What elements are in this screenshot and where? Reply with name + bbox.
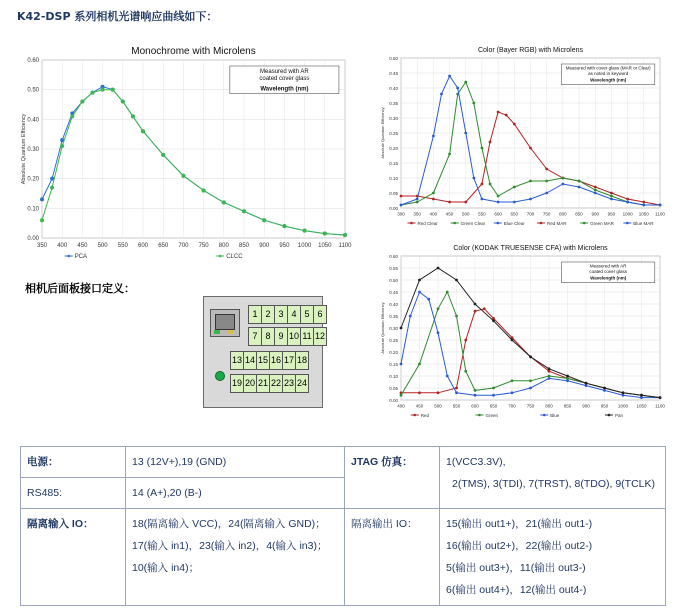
led-green-icon	[214, 330, 220, 334]
chart-title: Monochrome with Microlens	[131, 46, 256, 57]
x-tick-label: 900	[259, 243, 270, 249]
data-point	[529, 180, 532, 183]
data-point	[464, 201, 467, 204]
data-point	[437, 331, 440, 334]
jtag-label: JTAG 仿真：	[345, 447, 440, 509]
data-point	[343, 233, 347, 237]
connector-pin: 18	[295, 351, 309, 370]
x-tick-label: 400	[429, 211, 438, 217]
data-point	[400, 327, 403, 330]
legend-label: Pan	[614, 413, 623, 418]
data-point	[497, 201, 500, 204]
y-axis-label: Absolute Quantum Efficiency	[21, 113, 27, 185]
y-tick-label: 0.00	[389, 206, 398, 211]
x-tick-label: 1000	[617, 403, 629, 409]
data-point	[594, 186, 597, 189]
data-point	[448, 201, 451, 204]
legend-label: Green Clear	[460, 221, 486, 226]
x-tick-label: 350	[413, 211, 421, 217]
x-tick-label: 1100	[338, 243, 352, 249]
y-tick-label: 0.30	[27, 147, 39, 153]
y-tick-label: 0.40	[389, 302, 398, 307]
data-point	[548, 375, 551, 378]
isolated-input-line: 17(输入 in1)，23(输入 in2)，4(输入 in3)；	[132, 540, 328, 552]
y-tick-label: 0.20	[27, 176, 39, 183]
y-tick-label: 0.10	[389, 176, 398, 181]
annotation-text: as noted in keyword	[588, 71, 629, 76]
x-tick-label: 950	[600, 403, 609, 409]
jtag-line: 1(VCC3.3V),	[446, 456, 506, 468]
data-point	[432, 135, 435, 138]
data-point	[545, 168, 548, 171]
x-tick-label: 350	[36, 243, 48, 249]
y-tick-label: 0.45	[389, 71, 398, 76]
data-point	[202, 189, 206, 193]
y-tick-label: 0.40	[27, 117, 39, 124]
jtag-line: 2(TMS), 3(TDI), 7(TRST), 8(TDO), 9(TCLK)	[452, 478, 655, 490]
legend-label: Green MAR	[590, 221, 614, 226]
connector-pin: 9	[274, 327, 288, 346]
data-point	[446, 291, 449, 294]
legend-label: Green	[485, 413, 498, 418]
legend-label: Red Clear	[417, 221, 438, 226]
data-point	[141, 129, 145, 133]
isolated-output-line: 5(输出 out3+)，11(输出 out3-)	[446, 562, 586, 574]
legend-label: CLCC	[226, 254, 243, 260]
y-tick-label: 0.10	[27, 206, 39, 213]
x-tick-label: 1050	[636, 403, 647, 409]
data-point	[472, 102, 475, 105]
legend-label: Blue Clear	[503, 221, 525, 226]
data-point	[511, 339, 514, 342]
legend-marker	[626, 222, 629, 225]
x-tick-label: 650	[489, 403, 498, 409]
x-tick-label: 800	[218, 243, 229, 249]
legend-label: Blue MAR	[633, 221, 654, 226]
y-tick-label: 0.05	[389, 191, 398, 196]
data-point	[418, 363, 421, 366]
data-point	[40, 197, 44, 201]
y-tick-label: 0.30	[389, 326, 398, 331]
bayer-rgb-qe-chart	[375, 38, 665, 230]
x-tick-label: 1050	[318, 243, 332, 249]
x-tick-label: 600	[494, 211, 502, 217]
data-point	[474, 389, 477, 392]
legend-marker	[478, 414, 481, 417]
data-point	[481, 183, 484, 186]
data-point	[437, 391, 440, 394]
data-point	[448, 75, 451, 78]
data-point	[561, 183, 564, 186]
y-tick-label: 0.25	[389, 338, 398, 343]
data-point	[492, 394, 495, 397]
data-point	[640, 396, 643, 399]
data-point	[80, 100, 84, 104]
data-point	[416, 198, 419, 201]
data-point	[101, 88, 105, 92]
data-point	[492, 387, 495, 390]
data-point	[474, 394, 477, 397]
connector-pin: 21	[256, 374, 270, 393]
data-point	[131, 114, 135, 118]
data-point	[400, 195, 403, 198]
y-tick-label: 0.50	[389, 278, 398, 283]
y-tick-label: 0.50	[27, 87, 39, 94]
data-point	[455, 387, 458, 390]
x-tick-label: 550	[452, 403, 461, 409]
data-point	[529, 379, 532, 382]
data-point	[489, 183, 492, 186]
data-point	[242, 209, 246, 213]
data-point	[111, 88, 115, 92]
data-point	[161, 153, 165, 157]
y-tick-label: 0.10	[389, 374, 398, 379]
isolated-input-line: 18(隔离输入 VCC)，24(隔离输入 GND)；	[132, 518, 326, 530]
x-tick-label: 600	[471, 403, 479, 409]
connector-pin: 3	[274, 305, 288, 324]
x-tick-label: 850	[575, 211, 583, 217]
data-point	[481, 198, 484, 201]
data-point	[282, 224, 286, 228]
data-point	[561, 177, 564, 180]
data-point	[548, 367, 551, 370]
power-led-icon	[215, 371, 225, 381]
x-tick-label: 850	[238, 243, 250, 249]
chart-title: Color (Bayer RGB) with Microlens	[477, 47, 584, 54]
legend-marker	[219, 255, 222, 258]
x-tick-label: 1000	[297, 243, 312, 249]
x-tick-label: 750	[526, 403, 535, 409]
data-point	[622, 391, 625, 394]
connector-pin: 5	[300, 305, 314, 324]
annotation-text: Measured with cover glass (MAR or Clear)	[565, 65, 651, 71]
data-point	[323, 232, 327, 236]
x-tick-label: 400	[397, 403, 405, 409]
rs485-value: 14 (A+),20 (B-)	[126, 478, 345, 509]
data-point	[400, 394, 403, 397]
x-tick-label: 550	[117, 243, 128, 249]
data-point	[91, 91, 95, 95]
data-point	[585, 384, 588, 387]
y-tick-label: 0.05	[389, 386, 398, 391]
data-point	[427, 298, 430, 301]
y-tick-label: 0.60	[27, 58, 39, 64]
data-point	[610, 192, 613, 195]
y-tick-label: 0.15	[389, 161, 398, 166]
x-tick-label: 600	[137, 243, 149, 249]
data-point	[642, 204, 645, 207]
x-tick-label: 850	[563, 403, 572, 409]
data-point	[603, 387, 606, 390]
jtag-value	[440, 447, 666, 509]
y-tick-label: 0.60	[389, 254, 398, 259]
data-point	[432, 198, 435, 201]
x-tick-label: 400	[57, 243, 68, 249]
x-tick-label: 800	[545, 403, 553, 409]
data-point	[474, 310, 477, 313]
data-point	[578, 180, 581, 183]
isolated-output-line: 16(输出 out2+)，22(输出 out2-)	[446, 540, 593, 552]
data-point	[418, 291, 421, 294]
back-panel-diagram	[203, 296, 323, 408]
data-point	[409, 315, 412, 318]
connector-pin: 2	[261, 305, 275, 324]
isolated-output-line: 15(输出 out1+)，21(输出 out1-)	[446, 518, 593, 530]
legend-marker	[543, 414, 546, 417]
x-tick-label: 450	[415, 403, 424, 409]
legend-marker	[413, 414, 416, 417]
data-point	[578, 186, 581, 189]
data-point	[60, 144, 64, 148]
y-tick-label: 0.35	[389, 314, 398, 319]
x-tick-label: 700	[526, 211, 535, 217]
y-axis-label: Absolute Quantum Efficiency	[380, 107, 385, 159]
y-tick-label: 0.50	[389, 56, 398, 61]
x-tick-label: 950	[279, 243, 290, 249]
data-point	[121, 100, 125, 104]
x-axis-label: Wavelength (nm)	[590, 77, 627, 83]
legend-marker	[453, 222, 456, 225]
connector-pin: 8	[261, 327, 275, 346]
legend-label: Red MAR	[546, 221, 567, 226]
data-point	[464, 132, 467, 135]
back-panel-title: 相机后面板接口定义：	[25, 282, 135, 295]
data-point	[513, 186, 516, 189]
data-point	[446, 375, 449, 378]
connector-pin: 23	[282, 374, 296, 393]
x-tick-label: 450	[77, 243, 88, 249]
x-tick-label: 450	[445, 211, 454, 217]
data-point	[529, 355, 532, 358]
x-tick-label: 1100	[655, 211, 665, 217]
y-tick-label: 0.55	[389, 266, 398, 271]
y-tick-label: 0.35	[389, 101, 398, 106]
data-point	[448, 153, 451, 156]
y-tick-label: 0.40	[389, 86, 398, 91]
data-point	[610, 195, 613, 198]
x-tick-label: 700	[508, 403, 516, 409]
isolated-output-label: 隔离输出 IO：	[345, 509, 440, 606]
annotation-text: coated cover glass	[589, 269, 627, 274]
connector-pin: 17	[282, 351, 296, 370]
data-point	[262, 218, 266, 222]
annotation-text: Measured with AR	[260, 69, 309, 75]
data-point	[529, 147, 532, 150]
isolated-output-line: 6(输出 out4+)，12(输出 out4-)	[446, 584, 587, 596]
connector-pin: 7	[248, 327, 262, 346]
data-point	[456, 87, 459, 90]
legend-label: PCA	[74, 254, 88, 260]
y-tick-label: 0.00	[389, 398, 398, 403]
page-header: K42-DSP 系列相机光谱响应曲线如下：	[17, 10, 218, 23]
y-tick-label: 0.30	[389, 116, 398, 121]
legend-marker	[608, 414, 611, 417]
y-tick-label: 0.25	[389, 131, 398, 136]
data-point	[432, 192, 435, 195]
data-point	[489, 141, 492, 144]
x-tick-label: 300	[397, 211, 405, 217]
rj45-socket-icon	[215, 314, 235, 330]
connector-pin: 20	[243, 374, 257, 393]
connector-pin: 15	[256, 351, 270, 370]
connector-pin: 24	[295, 374, 309, 393]
legend-label: Blue	[550, 413, 560, 418]
connector-pin: 22	[269, 374, 283, 393]
y-tick-label: 0.20	[389, 146, 398, 151]
x-tick-label: 700	[178, 243, 189, 249]
rs485-label: RS485:	[21, 478, 126, 509]
data-point	[464, 370, 467, 373]
data-point	[481, 147, 484, 150]
y-tick-label: 0.20	[389, 350, 398, 355]
y-tick-label: 0.45	[389, 290, 398, 295]
x-tick-label: 500	[434, 403, 442, 409]
data-point	[594, 189, 597, 192]
x-tick-label: 1100	[655, 403, 665, 409]
x-tick-label: 950	[607, 211, 616, 217]
y-axis-label: Absolute Quantum Efficiency	[380, 302, 385, 354]
x-tick-label: 900	[591, 211, 600, 217]
data-point	[70, 114, 74, 118]
isolated-input-label: 隔离输入 IO：	[21, 509, 126, 606]
data-point	[222, 200, 226, 204]
data-point	[416, 201, 419, 204]
connector-pin: 11	[300, 327, 314, 346]
data-point	[474, 303, 477, 306]
data-point	[50, 186, 54, 190]
data-point	[437, 267, 440, 270]
connector-pin: 10	[287, 327, 301, 346]
x-tick-label: 650	[510, 211, 519, 217]
data-point	[505, 114, 508, 117]
monochrome-qe-chart	[20, 38, 350, 260]
isolated-input-line: 10(输入 in4)；	[132, 562, 200, 574]
x-tick-label: 500	[461, 211, 470, 217]
rj45-port	[210, 309, 240, 337]
legend-label: Red	[420, 413, 429, 418]
legend-marker	[67, 255, 70, 258]
data-point	[545, 192, 548, 195]
chart-title: Color (KODAK TRUESENSE CFA) with Microlens	[453, 245, 608, 252]
data-point	[566, 375, 569, 378]
data-point	[545, 180, 548, 183]
data-point	[566, 377, 569, 380]
led-yellow-icon	[228, 330, 234, 334]
data-point	[400, 204, 403, 207]
x-tick-label: 800	[559, 211, 567, 217]
connector-pin: 6	[313, 305, 327, 324]
data-point	[529, 198, 532, 201]
connector-pin: 16	[269, 351, 283, 370]
data-point	[594, 192, 597, 195]
legend-marker	[540, 222, 543, 225]
data-point	[603, 389, 606, 392]
data-point	[418, 391, 421, 394]
data-point	[566, 379, 569, 382]
data-point	[455, 315, 458, 318]
data-point	[464, 81, 467, 84]
data-point	[513, 123, 516, 126]
power-label: 电源：	[21, 447, 126, 478]
data-point	[659, 204, 662, 207]
data-point	[483, 307, 486, 310]
connector-pin: 4	[287, 305, 301, 324]
x-tick-label: 750	[542, 211, 551, 217]
x-tick-label: 500	[97, 243, 108, 249]
pin-definition-table	[20, 446, 666, 606]
connector-pin: 14	[243, 351, 257, 370]
isolated-input-value	[126, 509, 345, 606]
data-point	[464, 339, 467, 342]
connector-pin: 13	[230, 351, 244, 370]
data-point	[548, 377, 551, 380]
data-point	[622, 394, 625, 397]
data-point	[585, 382, 588, 385]
data-point	[400, 363, 403, 366]
data-point	[472, 177, 475, 180]
data-point	[640, 394, 643, 397]
data-point	[642, 201, 645, 204]
x-tick-label: 1050	[638, 211, 649, 217]
truesense-cfa-qe-chart	[375, 238, 665, 424]
data-point	[418, 279, 421, 282]
data-point	[513, 201, 516, 204]
data-point	[548, 370, 551, 373]
data-point	[455, 391, 458, 394]
connector-pin: 12	[313, 327, 327, 346]
x-axis-label: Wavelength (nm)	[590, 275, 627, 281]
data-point	[610, 198, 613, 201]
data-point	[511, 379, 514, 382]
x-tick-label: 750	[198, 243, 209, 249]
connector-pin: 19	[230, 374, 244, 393]
data-point	[492, 319, 495, 322]
y-tick-label: 0.00	[27, 236, 39, 242]
legend-marker	[583, 222, 586, 225]
data-point	[497, 111, 500, 114]
data-point	[303, 229, 307, 233]
data-point	[40, 218, 44, 222]
data-point	[626, 201, 629, 204]
data-point	[437, 307, 440, 310]
data-point	[511, 391, 514, 394]
isolated-output-value	[440, 509, 666, 606]
y-tick-label: 0.15	[389, 362, 398, 367]
power-value: 13 (12V+),19 (GND)	[126, 447, 345, 478]
annotation-text: coated cover glass	[259, 76, 310, 82]
data-point	[440, 93, 443, 96]
data-point	[455, 279, 458, 282]
annotation-text: Measured with AR	[589, 263, 627, 269]
x-tick-label: 550	[478, 211, 486, 217]
x-tick-label: 900	[582, 403, 590, 409]
x-tick-label: 1000	[622, 211, 633, 217]
legend-marker	[410, 222, 413, 225]
data-point	[626, 198, 629, 201]
x-axis-label: Wavelength (nm)	[260, 86, 309, 93]
x-tick-label: 650	[158, 243, 169, 249]
data-point	[181, 174, 185, 178]
data-point	[659, 396, 662, 399]
data-point	[529, 387, 532, 390]
data-point	[497, 195, 500, 198]
legend-marker	[497, 222, 500, 225]
connector-pin: 1	[248, 305, 262, 324]
